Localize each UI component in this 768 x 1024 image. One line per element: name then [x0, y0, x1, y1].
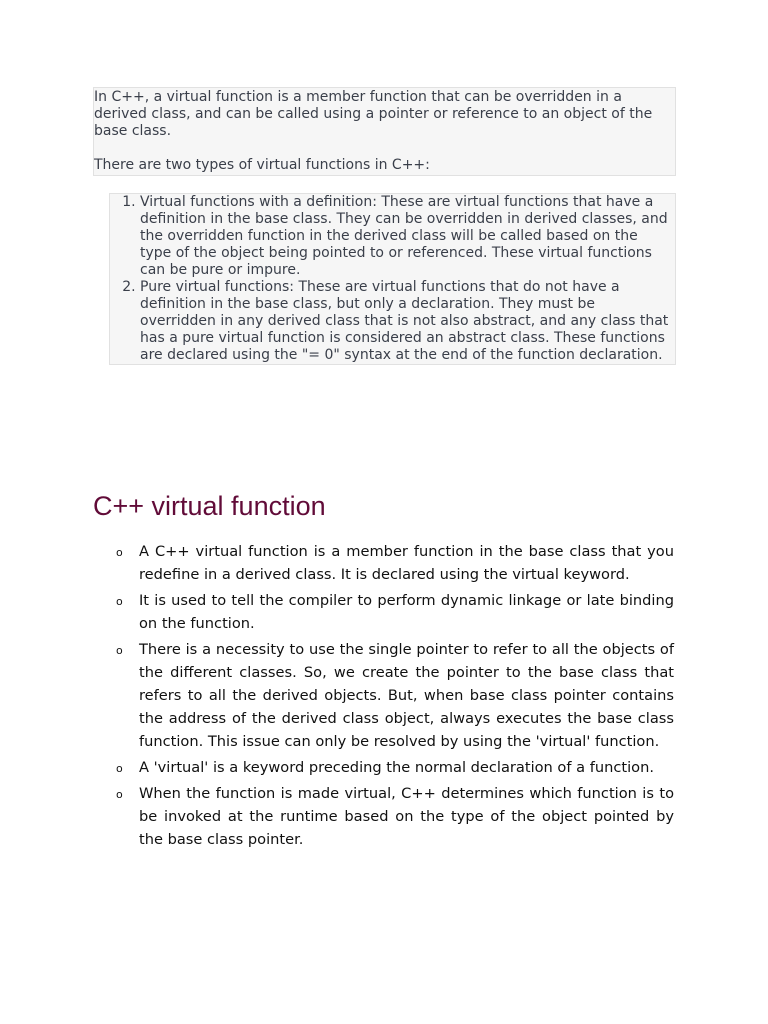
intro-box [93, 87, 676, 176]
list-item [116, 638, 674, 753]
list-item-text: When the function is made virtual, C++ determines which function is to be invoked at the runtime based on the type of the object pointed by the base class pointer. [139, 785, 674, 848]
bullet-icon: o [116, 546, 123, 559]
types-list [110, 194, 673, 364]
bullet-icon: o [116, 644, 123, 657]
list-item [116, 782, 674, 851]
intro-types-heading: There are two types of virtual functions in C++: [94, 157, 430, 173]
intro-paragraph: In C++, a virtual function is a member function that can be overridden in a derived class, and can be called using a pointer or reference to an object of the base class. [94, 89, 653, 139]
bullet-icon: o [116, 762, 123, 775]
list-item: 1. Virtual functions with a definition: These are virtual functions that have a definition in the base class. They can be overridden in derived classes, and the overridden function in the derived class will be called based on the type of the object being pointed to or referenced. These virtual functions can be pure or impure. [140, 194, 673, 279]
bullet-list [116, 540, 674, 854]
list-item: 2. Pure virtual functions: These are virtual functions that do not have a definition in the base class, but only a declaration. They must be overridden in any derived class that is not also abstract, and any class that has a pure virtual function is considered an abstract class. These functions are declared using the "= 0" syntax at the end of the function declaration. [140, 279, 673, 364]
types-box [109, 193, 676, 365]
section-title: C++ virtual function [93, 491, 326, 521]
list-item [116, 540, 674, 586]
bullet-icon: o [116, 788, 123, 801]
list-item-text: There is a necessity to use the single pointer to refer to all the objects of the different classes. So, we create the pointer to the base class that refers to all the derived objects. But, when base class pointer contains the address of the derived class object, always executes the base class function. This issue can only be resolved by using the 'virtual' function. [139, 641, 674, 750]
list-item [116, 756, 674, 779]
list-item-text: A C++ virtual function is a member function in the base class that you redefine in a derived class. It is declared using the virtual keyword. [139, 543, 674, 583]
list-item [116, 589, 674, 635]
list-item-text: It is used to tell the compiler to perform dynamic linkage or late binding on the function. [139, 592, 674, 632]
list-item-text: A 'virtual' is a keyword preceding the normal declaration of a function. [139, 759, 654, 776]
bullet-icon: o [116, 595, 123, 608]
